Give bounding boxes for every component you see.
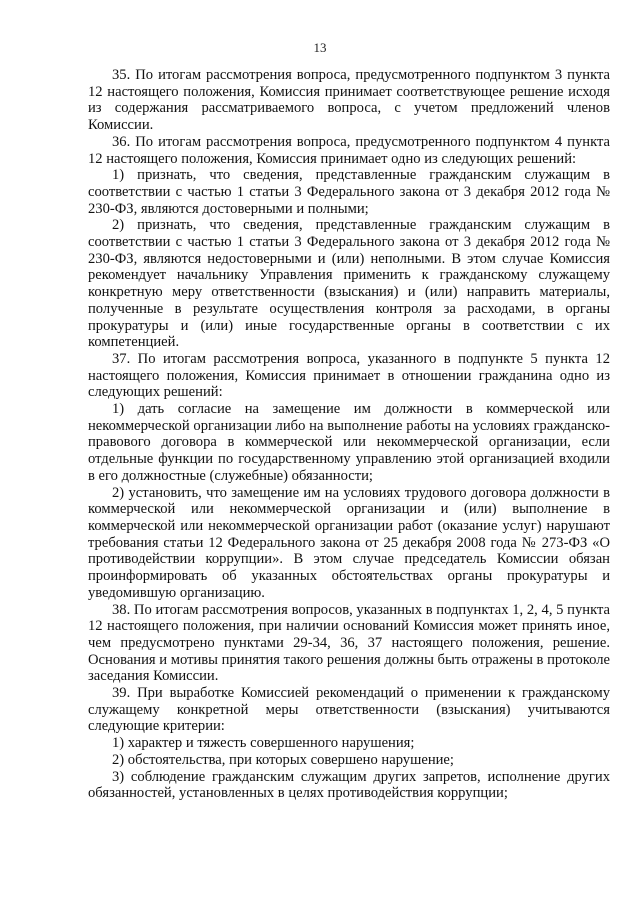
paragraph-35: 35. По итогам рассмотрения вопроса, предусмотренного подпунктом 3 пункта 12 настоящего положения, Комиссия принимает соответствующее решение исходя из содержания рассматриваемого вопроса, с учетом предложений членов Комиссии. (88, 67, 610, 134)
paragraph-37: 37. По итогам рассмотрения вопроса, указанного в подпункте 5 пункта 12 настоящего положения, Комиссия принимает в отношении гражданина одно из следующих решений: (88, 350, 610, 401)
paragraph-39: 39. При выработке Комиссией рекомендаций о применении к гражданскому служащему конкретной меры ответственности (взыскания) учитываются следующие критерии: (88, 685, 610, 735)
paragraph-36: 36. По итогам рассмотрения вопроса, предусмотренного подпунктом 4 пункта 12 настоящего положения, Комиссия принимает одно из следующих решений: (88, 133, 610, 167)
paragraph-39-item-3: 3) соблюдение гражданским служащим других запретов, исполнение других обязанностей, установленных в целях противодействия коррупции; (88, 768, 610, 802)
paragraph-37-item-2: 2) установить, что замещение им на условиях трудового договора должности в коммерческой или некоммерческой организации и (или) выполнение в коммерческой или некоммерческой организации работ (оказание услуг) нарушают требования статьи 12 Федерального закона от 25 декабря 2008 года № 273-ФЗ «О противодействии коррупции». В этом случае председатель Комиссии обязан проинформировать об указанных обстоятельствах органы прокуратуры и уведомившую организацию. (88, 484, 610, 601)
paragraph-37-item-1: 1) дать согласие на замещение им должности в коммерческой или некоммерческой организации либо на выполнение работы на условиях гражданско-правового договора в коммерческой или некоммерческой организации, если отдельные функции по государственному управлению этой организацией входили в его должностные (служебные) обязанности; (88, 401, 610, 484)
paragraph-39-item-1: 1) характер и тяжесть совершенного нарушения; (112, 735, 415, 752)
paragraph-36-item-2: 2) признать, что сведения, представленные гражданским служащим в соответствии с частью 1 статьи 3 Федерального закона от 3 декабря 2012 года № 230-ФЗ, являются недостоверными и (или) неполными. В этом случае Комиссия рекомендует начальнику Управления применить к гражданскому служащему конкретную меру ответственности (взыскания) и (или) направить материалы, полученные в результате осуществления контроля за расходами, в органы прокуратуры и (или) иные государственные органы в соответствии с их компетенцией. (88, 217, 610, 351)
paragraph-36-item-1: 1) признать, что сведения, представленные гражданским служащим в соответствии с частью 1 статьи 3 Федерального закона от 3 декабря 2012 года № 230-ФЗ, являются достоверными и полными; (88, 167, 610, 217)
paragraph-39-item-2: 2) обстоятельства, при которых совершено нарушение; (112, 751, 454, 768)
page-number: 13 (313, 40, 327, 55)
document-body (88, 67, 610, 802)
paragraph-38: 38. По итогам рассмотрения вопросов, указанных в подпунктах 1, 2, 4, 5 пункта 12 настоящего положения, при наличии оснований Комиссия может принять иное, чем предусмотрено пунктами 29-34, 36, 37 настоящего положения, решение. Основания и мотивы принятия такого решения должны быть отражены в протоколе заседания Комиссии. (88, 601, 610, 685)
